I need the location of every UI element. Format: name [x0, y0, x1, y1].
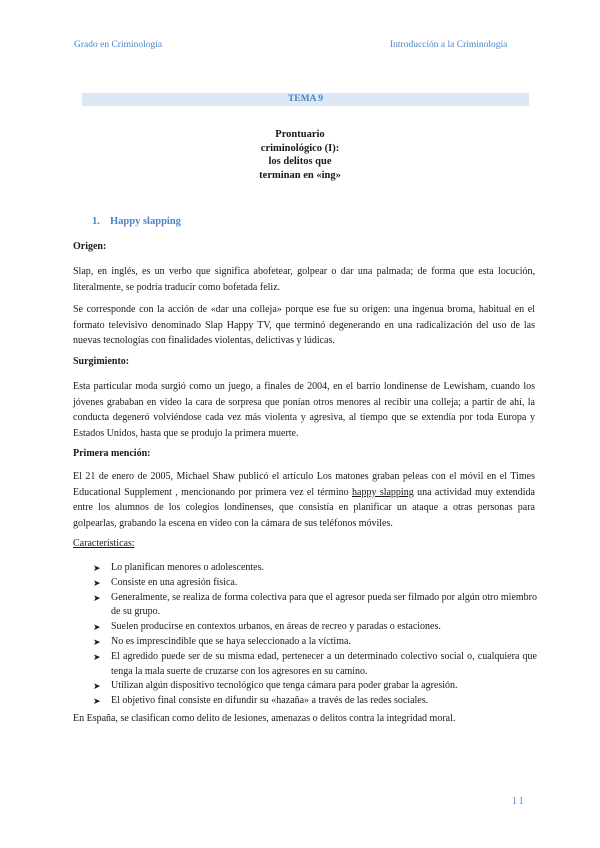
arrow-bullet-icon: ➤	[93, 622, 101, 633]
list-item: ➤ Generalmente, se realiza de forma colectiva para que el agresor pueda ser filmado por algún otro miembro de su grupo.	[93, 591, 537, 618]
primera-mencion-paragraph	[73, 469, 535, 531]
primera-text-after: una actividad muy extendida entre los alumnos de los colegios londinenses, que consistía en planificar un ataque a otras personas para golpearlas, grabando la escena en vídeo con la cámara de sus teléfonos móviles.	[73, 486, 535, 529]
list-item: ➤ Utilizan algún dispositivo tecnológico que tenga cámara para poder grabar la agresión.	[93, 679, 537, 694]
origen-paragraph-2: Se corresponde con la acción de «dar una colleja» porque ese fue su origen: una ingenua broma, habitual en el formato televisivo denominado Slap Happy TV, que terminó degenerando en una radicalización del uso de las nuevas tecnologías con finalidades violentas, delictivas y lúdicas.	[73, 304, 535, 347]
caracteristicas-list	[93, 561, 537, 709]
arrow-bullet-icon: ➤	[93, 577, 101, 588]
list-item: ➤ El agredido puede ser de su misma edad, pertenecer a un determinado colectivo social o, cualquiera que tenga la mala suerte de cruzarse con los agresores en su camino.	[93, 650, 537, 677]
surgimiento-paragraph: Esta particular moda surgió como un juego, a finales de 2004, en el barrio londinense de Lewisham, cuando los jóvenes grababan en vídeo la cara de sorpresa que ponían otros menores al recibir una colleja; a partir de ahí, la conducta degeneró volviéndose cada vez más violenta y agresiva, al tiempo que se extendía por toda Europa y Estados Unidos, hasta que se produjo la primera muerte.	[73, 381, 535, 439]
title-line: los delitos que	[268, 156, 332, 167]
section-heading	[92, 216, 181, 227]
primera-text-before: El 21 de enero de 2005, Michael Shaw publicó el artículo Los matones graban peleas con el móvil en el Times Educational Supplement , mencionando por primera vez el término	[73, 471, 535, 498]
arrow-bullet-icon: ➤	[93, 592, 101, 603]
caracteristicas-heading: Características:	[73, 538, 135, 549]
title-line: Prontuario	[275, 129, 325, 140]
tema-label: TEMA 9	[82, 93, 529, 106]
title-line: terminan en «ing»	[259, 169, 341, 181]
surgimiento-heading: Surgimiento:	[73, 356, 130, 367]
list-item: ➤ No es imprescindible que se haya seleccionado a la víctima.	[93, 635, 537, 650]
list-item: ➤ Consiste en una agresión física.	[93, 576, 537, 591]
section-title: Happy slapping	[110, 216, 181, 227]
title-line: criminológico (I):	[260, 142, 340, 154]
arrow-bullet-icon: ➤	[93, 696, 101, 707]
document-title	[0, 128, 600, 182]
origen-paragraph-1: Slap, en inglés, es un verbo que significa abofetear, golpear o dar una palmada; de forma que esta locución, literalmente, se podría traducir como bofetada feliz.	[73, 266, 535, 293]
origen-heading: Origen:	[73, 241, 107, 252]
list-item: ➤ El objetivo final consiste en difundir su «hazaña» a través de las redes sociales.	[93, 694, 537, 709]
list-item: ➤ Suelen producirse en contextos urbanos, en áreas de recreo y paradas o estaciones.	[93, 620, 537, 635]
arrow-bullet-icon: ➤	[93, 636, 101, 647]
happy-slapping-term: happy slapping	[352, 486, 414, 498]
list-item: ➤ Lo planifican menores o adolescentes.	[93, 561, 537, 576]
section-number: 1.	[92, 216, 100, 227]
arrow-bullet-icon: ➤	[93, 563, 101, 573]
header-left: Grado en Criminología	[74, 40, 163, 50]
header-right: Introducción a la Criminología	[390, 40, 508, 50]
closing-paragraph: En España, se clasifican como delito de lesiones, amenazas o delitos contra la integridad moral.	[73, 713, 456, 724]
arrow-bullet-icon: ➤	[93, 651, 101, 662]
arrow-bullet-icon: ➤	[93, 681, 101, 692]
page-number: 11	[512, 796, 526, 807]
primera-mencion-heading: Primera mención:	[73, 448, 151, 459]
